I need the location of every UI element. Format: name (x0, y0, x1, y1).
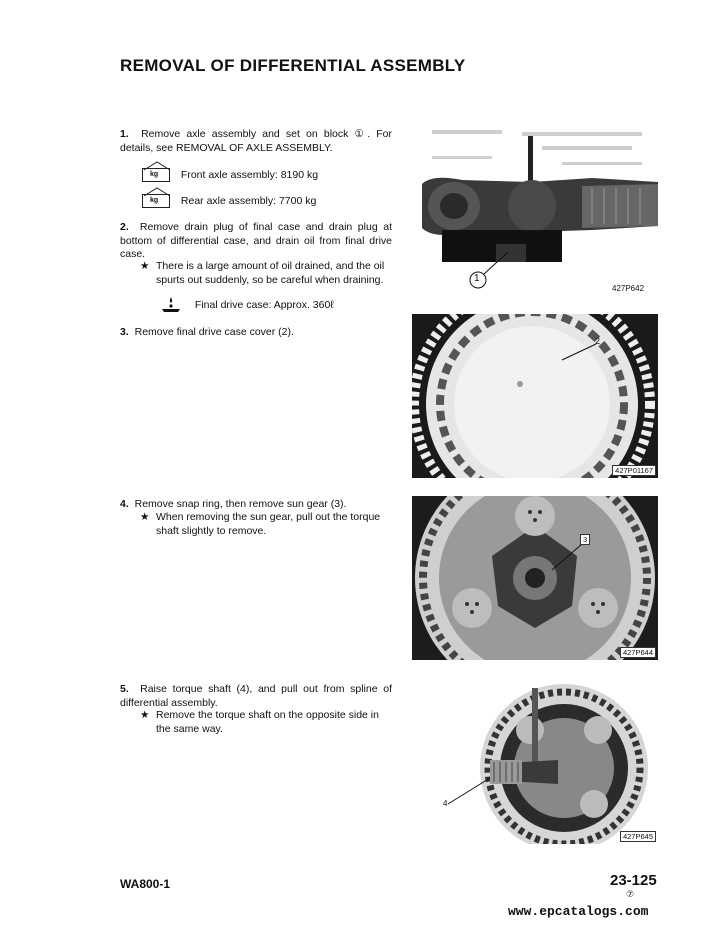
gear-ring-photo (412, 314, 658, 478)
step-text: Raise torque shaft (4), and pull out from spline of differential assembly. (120, 683, 392, 709)
oil-capacity (160, 296, 334, 314)
note-text: When removing the sun gear, pull out the torque shaft slightly to remove. (156, 511, 381, 537)
callout-2: 2 (595, 336, 601, 346)
figure-sun-gear (412, 496, 658, 660)
step-4-note (140, 511, 392, 538)
step-text: Remove snap ring, then remove sun gear (3). (134, 498, 347, 510)
figure-label: 427P642 (612, 284, 645, 293)
star-icon: ★ (140, 260, 150, 272)
step-5 (120, 683, 392, 710)
step-number: 4. (120, 498, 129, 510)
weight-icon: kg (142, 168, 170, 182)
weight-text: Rear axle assembly: 7700 kg (180, 194, 317, 207)
weight-text: Front axle assembly: 8190 kg (180, 168, 319, 181)
weight-icon: kg (142, 194, 170, 208)
oil-text: Final drive case: Approx. 360ℓ (194, 298, 334, 311)
page-number: 23-125 (610, 872, 657, 889)
callout-1: 1 (474, 273, 480, 284)
step-text: Remove axle assembly and set on block ①. For details, see REMOVAL OF AXLE ASSEMBLY. (120, 128, 393, 154)
callout-4: 4 (443, 799, 448, 808)
step-number: 2. (120, 221, 129, 233)
step-text: Remove final drive case cover (2). (134, 326, 294, 338)
model-number: WA800-1 (120, 877, 171, 891)
page-title: REMOVAL OF DIFFERENTIAL ASSEMBLY (120, 56, 466, 75)
figure-label: 427P01167 (612, 465, 656, 476)
step-number: 1. (120, 128, 129, 140)
weight-front (142, 168, 318, 182)
step-number: 3. (120, 326, 129, 338)
step-4 (120, 498, 392, 512)
step-2 (120, 221, 392, 262)
figure-torque-shaft (434, 680, 658, 844)
callout-3: 3 (580, 534, 590, 545)
star-icon: ★ (140, 709, 150, 721)
axle-photo (412, 122, 660, 298)
note-text: Remove the torque shaft on the opposite side in the same way. (156, 709, 379, 735)
weight-rear (142, 194, 316, 208)
step-text: Remove drain plug of final case and drain plug at bottom of differential case, and drain oil from final drive case. (120, 221, 392, 260)
torque-shaft-photo (434, 680, 658, 844)
revision-mark: ⑦ (626, 889, 635, 899)
step-2-note (140, 260, 392, 287)
step-number: 5. (120, 683, 129, 695)
step-3 (120, 326, 392, 340)
note-text: There is a large amount of oil drained, and the oil spurts out suddenly, so be careful when draining. (156, 260, 385, 286)
star-icon: ★ (140, 511, 150, 523)
step-5-note (140, 709, 392, 736)
figure-axle-assembly (412, 122, 660, 298)
figure-label: 427P644 (620, 647, 656, 658)
step-1 (120, 128, 392, 155)
watermark-url[interactable]: www.epcatalogs.com (508, 904, 649, 919)
figure-label: 427P645 (620, 831, 656, 842)
sun-gear-photo (412, 496, 658, 660)
oil-drop-icon (160, 296, 182, 314)
figure-final-drive-cover (412, 314, 658, 478)
